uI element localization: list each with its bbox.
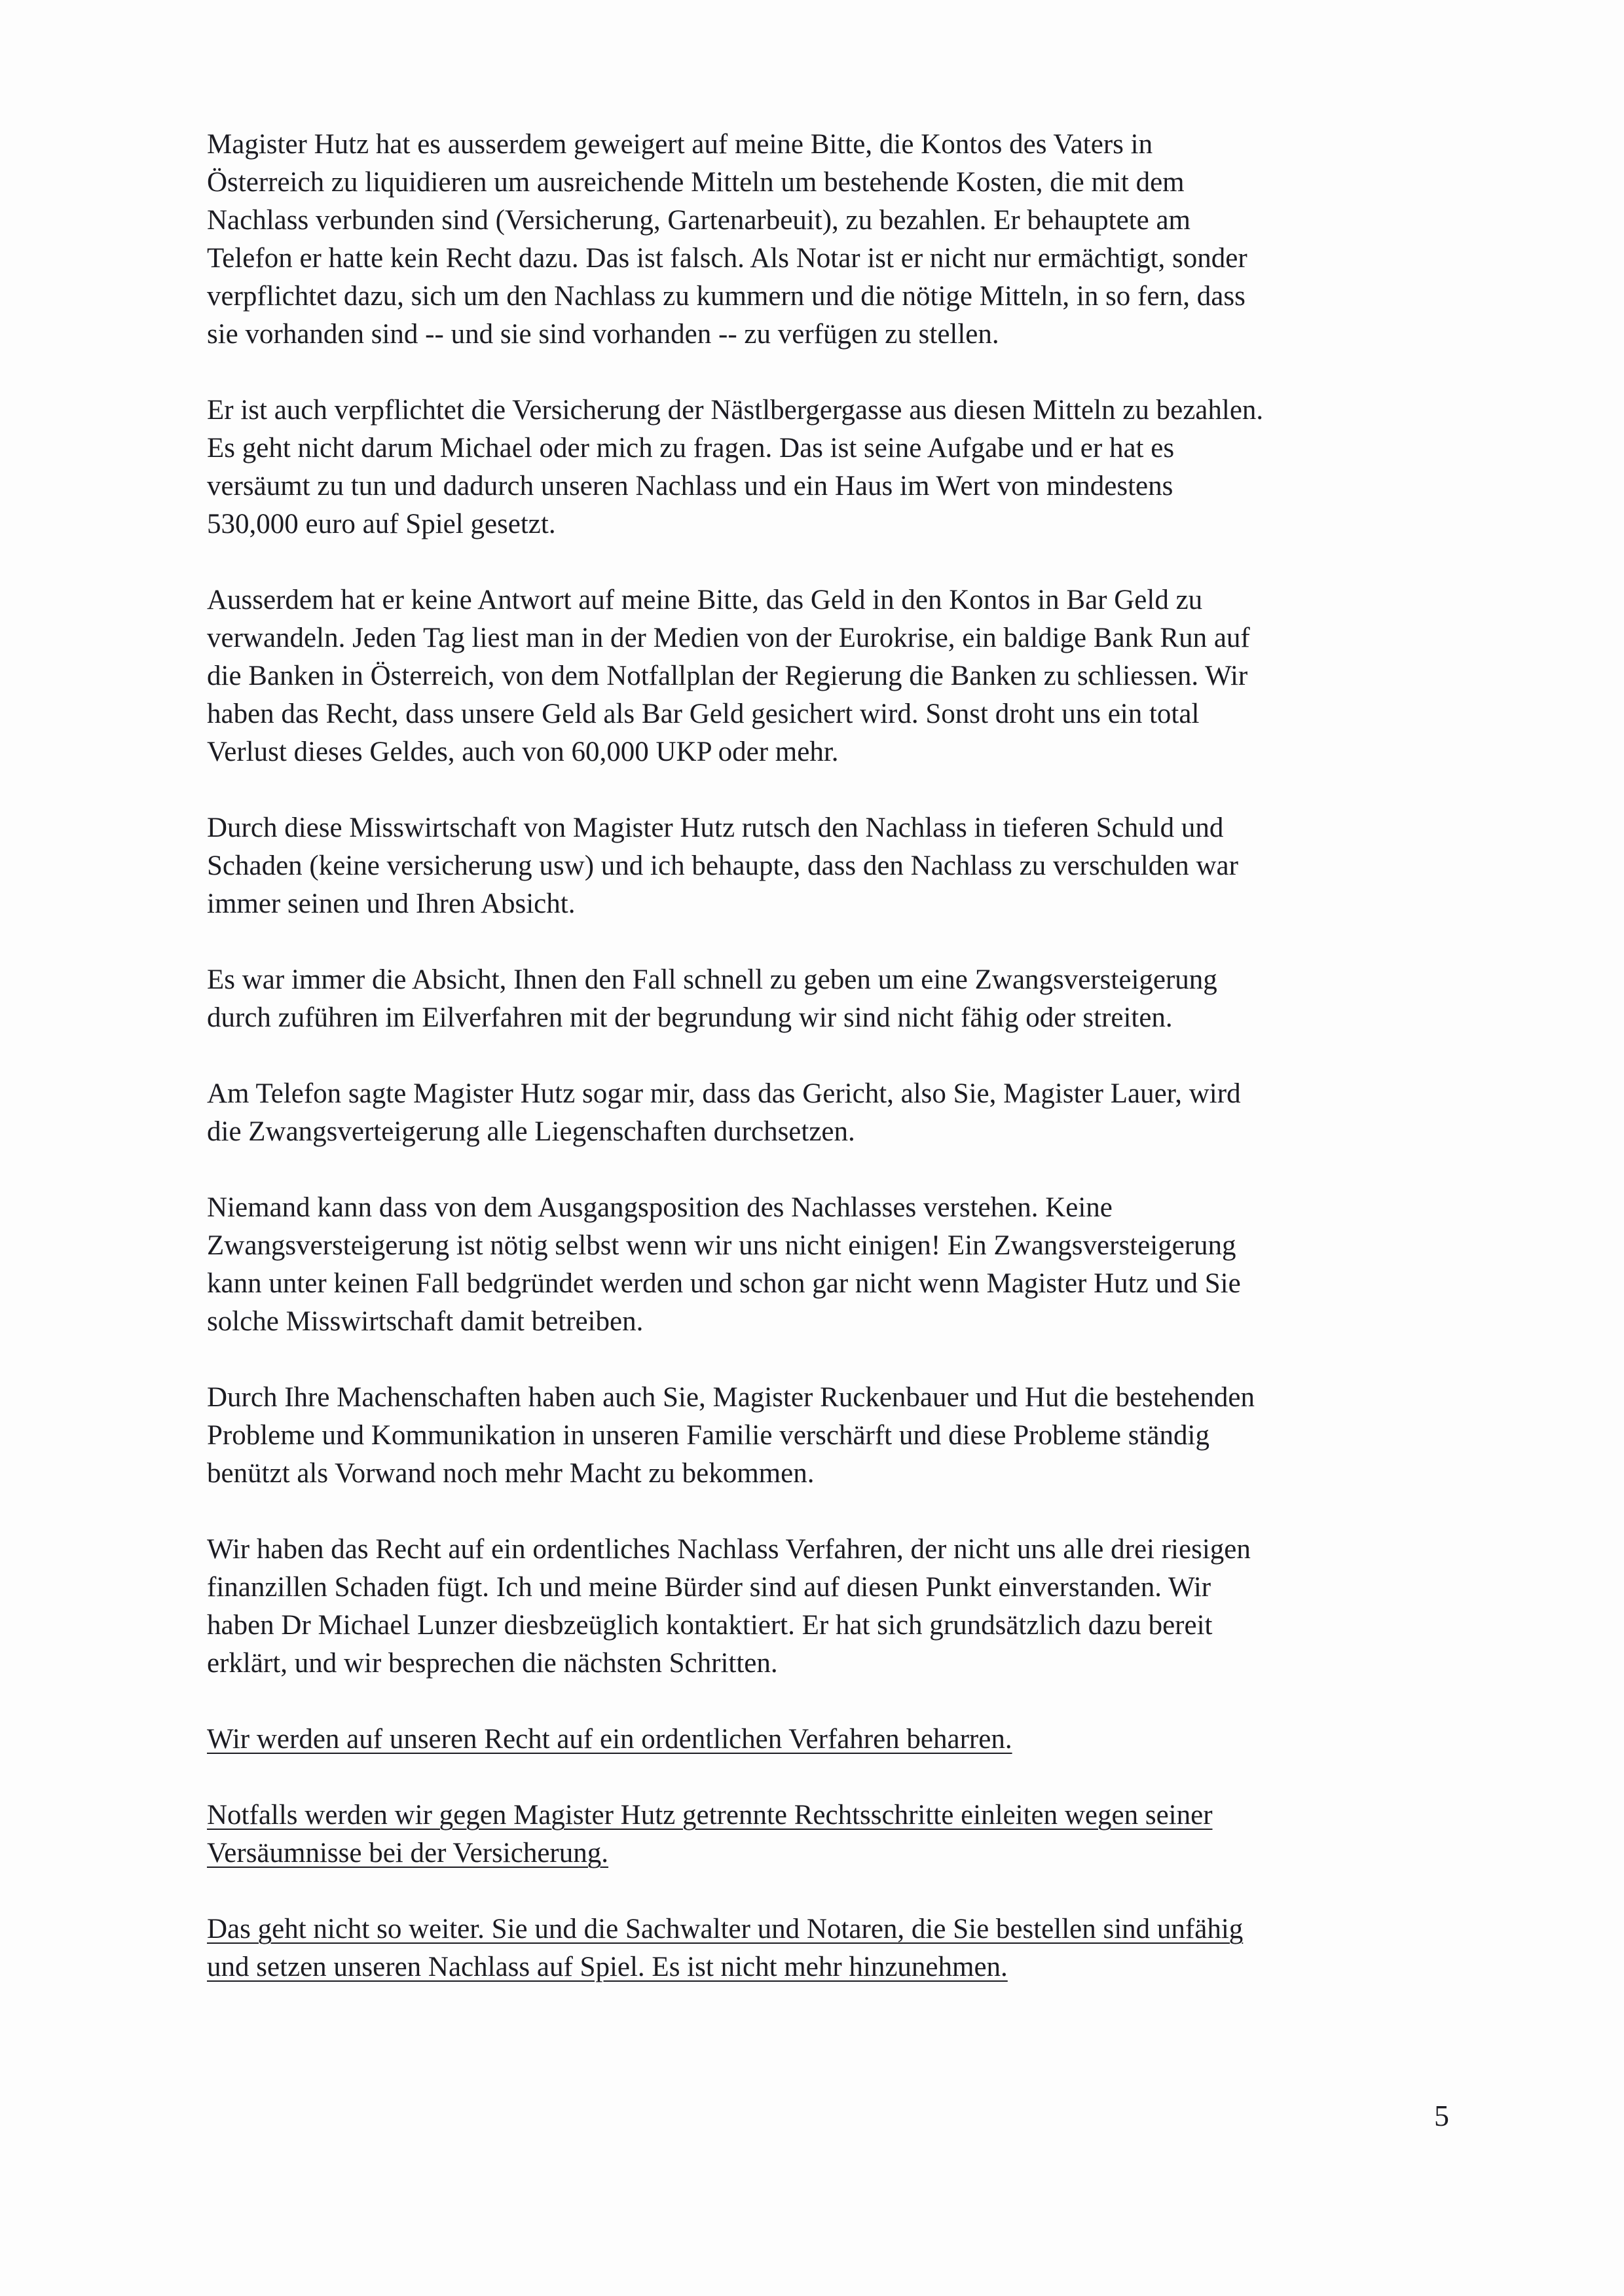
paragraph-insist-proceedings: Wir werden auf unseren Recht auf ein ordentlichen Verfahren beharren. (207, 1724, 1012, 1755)
paragraph-family-problems: Durch Ihre Machenschaften haben auch Sie, Magister Ruckenbauer und Hut die bestehenden Probleme und Kommunikation in unseren Familie verschärft und diese Probleme ständig benützt als Vorwand noch mehr Macht zu bekommen. (207, 1382, 1255, 1489)
paragraph-mismanagement: Durch diese Misswirtschaft von Magister Hutz rutsch den Nachlass in tieferen Schuld und Schaden (keine versicherung usw) und ich behaupte, dass den Nachlass zu verschulden war immer seinen und Ihren Absicht. (207, 812, 1238, 919)
paragraph-notary-accounts: Magister Hutz hat es ausserdem geweigert auf meine Bitte, die Kontos des Vaters in Österreich zu liquidieren um ausreichende Mitteln um bestehende Kosten, die mit dem Nachlass verbunden sind (Versicherung, Gartenarbeuit), zu bezahlen. Er behauptete am Telefon er hatte kein Recht dazu. Das ist falsch. Als Notar ist er nicht nur ermächtigt, sonder verpflichtet dazu, sich um den Nachlass zu kummern und die nötige Mitteln, in so fern, dass sie vorhanden sind -- und sie sind vorhanden -- zu verfügen zu stellen. (207, 129, 1247, 350)
paragraph-forced-auction-intent: Es war immer die Absicht, Ihnen den Fall schnell zu geben um eine Zwangsversteigerung durch zuführen im Eilverfahren mit der begrundung wir sind nicht fähig oder streiten. (207, 964, 1217, 1033)
paragraph-right-to-proceedings: Wir haben das Recht auf ein ordentliches Nachlass Verfahren, der nicht uns alle drei riesigen finanzillen Schaden fügt. Ich und meine Bürder sind auf diesen Punkt einverstanden. Wir haben Dr Michael Lunzer diesbzeüglich kontaktiert. Er hat sich grundsätzlich dazu bereit erklärt, und wir besprechen die nächsten Schritten. (207, 1534, 1251, 1679)
page-number: 5 (1434, 2099, 1449, 2132)
paragraph-insurance-duty: Er ist auch verpflichtet die Versicherung der Nästlbergergasse aus diesen Mitteln zu bezahlen. Es geht nicht darum Michael oder mich zu fragen. Das ist seine Aufgabe und er hat es versäumt zu tun und dadurch unseren Nachlass und ein Haus im Wert von mindestens 530,000 euro auf Spiel gesetzt. (207, 395, 1264, 539)
paragraph-legal-steps: Notfalls werden wir gegen Magister Hutz getrennte Rechtsschritte einleiten wegen seiner Versäumnisse bei der Versicherung. (207, 1800, 1213, 1868)
paragraph-closing-statement: Das geht nicht so weiter. Sie und die Sachwalter und Notaren, die Sie bestellen sind unfähig und setzen unseren Nachlass auf Spiel. Es ist nicht mehr hinzunehmen. (207, 1914, 1244, 1982)
paragraph-phone-statement: Am Telefon sagte Magister Hutz sogar mir, dass das Gericht, also Sie, Magister Lauer, wird die Zwangsverteigerung alle Liegenschaften durchsetzen. (207, 1078, 1241, 1147)
letter-body (207, 126, 1477, 2024)
paragraph-no-auction-needed: Niemand kann dass von dem Ausgangsposition des Nachlasses verstehen. Keine Zwangsversteigerung ist nötig selbst wenn wir uns nicht einigen! Ein Zwangsversteigerung kann unter keinen Fall bedgründet werden und schon gar nicht wenn Magister Hutz und Sie solche Misswirtschaft damit betreiben. (207, 1192, 1241, 1337)
paragraph-cash-request: Ausserdem hat er keine Antwort auf meine Bitte, das Geld in den Kontos in Bar Geld zu verwandeln. Jeden Tag liest man in der Medien von der Eurokrise, ein baldige Bank Run auf die Banken in Österreich, von dem Notfallplan der Regierung die Banken zu schliessen. Wir haben das Recht, dass unsere Geld als Bar Geld gesichert wird. Sonst droht uns ein total Verlust dieses Geldes, auch von 60,000 UKP oder mehr. (207, 585, 1250, 767)
